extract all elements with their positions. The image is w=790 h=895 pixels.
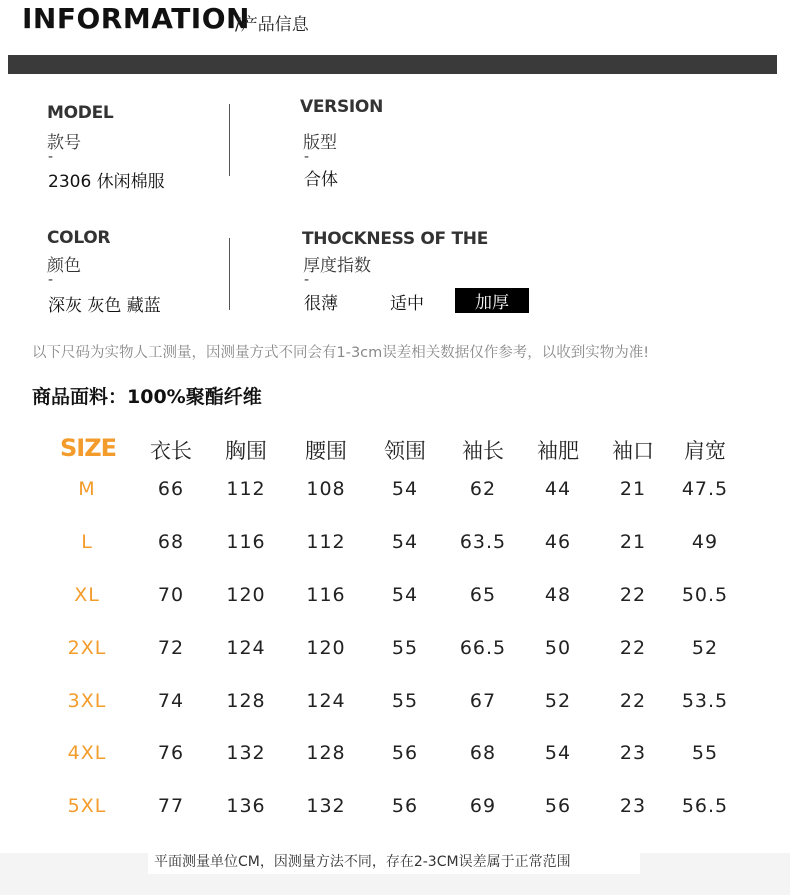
table-cell-length: 74 <box>157 690 185 712</box>
table-cell-waist: 108 <box>306 478 346 500</box>
color-value: 深灰 灰色 藏蓝 <box>48 296 161 316</box>
thickness-option-thin: 很薄 <box>304 294 338 314</box>
thickness-option-medium: 适中 <box>390 294 424 314</box>
version-label-cn: 版型 <box>303 133 337 153</box>
table-cell-cuff: 21 <box>619 531 647 553</box>
table-cell-chest: 116 <box>226 531 266 553</box>
table-cell-waist: 112 <box>306 531 346 553</box>
table-cell-sleeve-length: 66.5 <box>459 637 507 659</box>
footer-note: 平面测量单位CM，因测量方法不同，存在2-3CM误差属于正常范围 <box>154 854 571 870</box>
table-cell-shoulder: 49 <box>691 531 719 553</box>
material-info: 商品面料：100%聚酯纤维 <box>32 386 262 408</box>
table-cell-sleeve-length: 67 <box>469 690 497 712</box>
table-cell-sleeve-width: 46 <box>544 531 572 553</box>
table-cell-chest: 136 <box>226 795 266 817</box>
model-label-cn: 款号 <box>47 133 81 153</box>
table-cell-sleeve-length: 69 <box>469 795 497 817</box>
table-cell-sleeve-length: 63.5 <box>459 531 507 553</box>
table-cell-shoulder: 55 <box>691 742 719 764</box>
table-cell-shoulder: 52 <box>691 637 719 659</box>
size-column-header: SIZE <box>60 434 117 462</box>
table-cell-cuff: 23 <box>619 742 647 764</box>
size-label: 3XL <box>67 690 107 712</box>
table-cell-collar: 56 <box>391 795 419 817</box>
table-cell-sleeve-width: 54 <box>544 742 572 764</box>
table-cell-waist: 120 <box>306 637 346 659</box>
table-cell-cuff: 21 <box>619 478 647 500</box>
table-cell-sleeve-width: 48 <box>544 584 572 606</box>
table-cell-collar: 55 <box>391 637 419 659</box>
model-dash: - <box>48 149 54 165</box>
table-cell-chest: 124 <box>226 637 266 659</box>
page-subtitle: /产品信息 <box>235 15 309 35</box>
table-cell-sleeve-width: 44 <box>544 478 572 500</box>
thickness-option-thick-selected: 加厚 <box>455 288 529 313</box>
color-label-cn: 颜色 <box>47 256 81 276</box>
info-divider <box>229 104 230 176</box>
table-cell-sleeve-width: 56 <box>544 795 572 817</box>
table-cell-collar: 54 <box>391 478 419 500</box>
table-cell-sleeve-width: 50 <box>544 637 572 659</box>
table-cell-shoulder: 50.5 <box>681 584 729 606</box>
table-cell-collar: 54 <box>391 531 419 553</box>
table-cell-sleeve-length: 62 <box>469 478 497 500</box>
table-cell-length: 66 <box>157 478 185 500</box>
table-cell-length: 68 <box>157 531 185 553</box>
table-cell-chest: 128 <box>226 690 266 712</box>
thickness-label-en: THOCKNESS OF THE <box>302 229 489 249</box>
thickness-dash: - <box>304 272 310 288</box>
table-cell-collar: 56 <box>391 742 419 764</box>
header-divider-bar <box>8 55 777 74</box>
column-header-shoulder: 肩宽 <box>684 439 726 463</box>
table-cell-sleeve-length: 65 <box>469 584 497 606</box>
version-value: 合体 <box>304 170 338 190</box>
info-divider <box>229 238 230 310</box>
column-header-cuff: 袖口 <box>612 439 654 463</box>
table-cell-length: 70 <box>157 584 185 606</box>
table-cell-sleeve-width: 52 <box>544 690 572 712</box>
measurement-note: 以下尺码为实物人工测量，因测量方式不同会有1-3cm误差相关数据仅作参考，以收到实物为准! <box>32 345 650 361</box>
thickness-label-cn: 厚度指数 <box>303 256 371 276</box>
table-cell-cuff: 22 <box>619 690 647 712</box>
table-cell-shoulder: 53.5 <box>681 690 729 712</box>
table-cell-cuff: 22 <box>619 584 647 606</box>
table-cell-waist: 128 <box>306 742 346 764</box>
table-cell-collar: 54 <box>391 584 419 606</box>
size-label: XL <box>74 584 100 606</box>
table-cell-cuff: 22 <box>619 637 647 659</box>
table-cell-collar: 55 <box>391 690 419 712</box>
table-cell-length: 76 <box>157 742 185 764</box>
table-cell-waist: 116 <box>306 584 346 606</box>
column-header-length: 衣长 <box>150 439 192 463</box>
table-cell-length: 77 <box>157 795 185 817</box>
table-cell-chest: 112 <box>226 478 266 500</box>
column-header-waist: 腰围 <box>305 439 347 463</box>
model-value: 2306 休闲棉服 <box>48 172 165 192</box>
table-cell-shoulder: 56.5 <box>681 795 729 817</box>
table-cell-waist: 124 <box>306 690 346 712</box>
table-cell-shoulder: 47.5 <box>681 478 729 500</box>
color-label-en: COLOR <box>47 228 111 248</box>
table-cell-waist: 132 <box>306 795 346 817</box>
column-header-sleeve-width: 袖肥 <box>537 439 579 463</box>
version-dash: - <box>304 149 310 165</box>
size-label: L <box>81 531 93 553</box>
size-label: 5XL <box>67 795 107 817</box>
size-label: 2XL <box>67 637 107 659</box>
column-header-collar: 领围 <box>384 439 426 463</box>
column-header-sleeve-length: 袖长 <box>462 439 504 463</box>
table-cell-chest: 120 <box>226 584 266 606</box>
color-dash: - <box>48 272 54 288</box>
table-cell-chest: 132 <box>226 742 266 764</box>
version-label-en: VERSION <box>300 97 384 117</box>
size-label: M <box>78 478 96 500</box>
model-label-en: MODEL <box>47 103 114 123</box>
column-header-chest: 胸围 <box>225 439 267 463</box>
page-title: INFORMATION <box>22 2 250 35</box>
table-cell-length: 72 <box>157 637 185 659</box>
table-cell-cuff: 23 <box>619 795 647 817</box>
size-label: 4XL <box>67 742 107 764</box>
table-cell-sleeve-length: 68 <box>469 742 497 764</box>
